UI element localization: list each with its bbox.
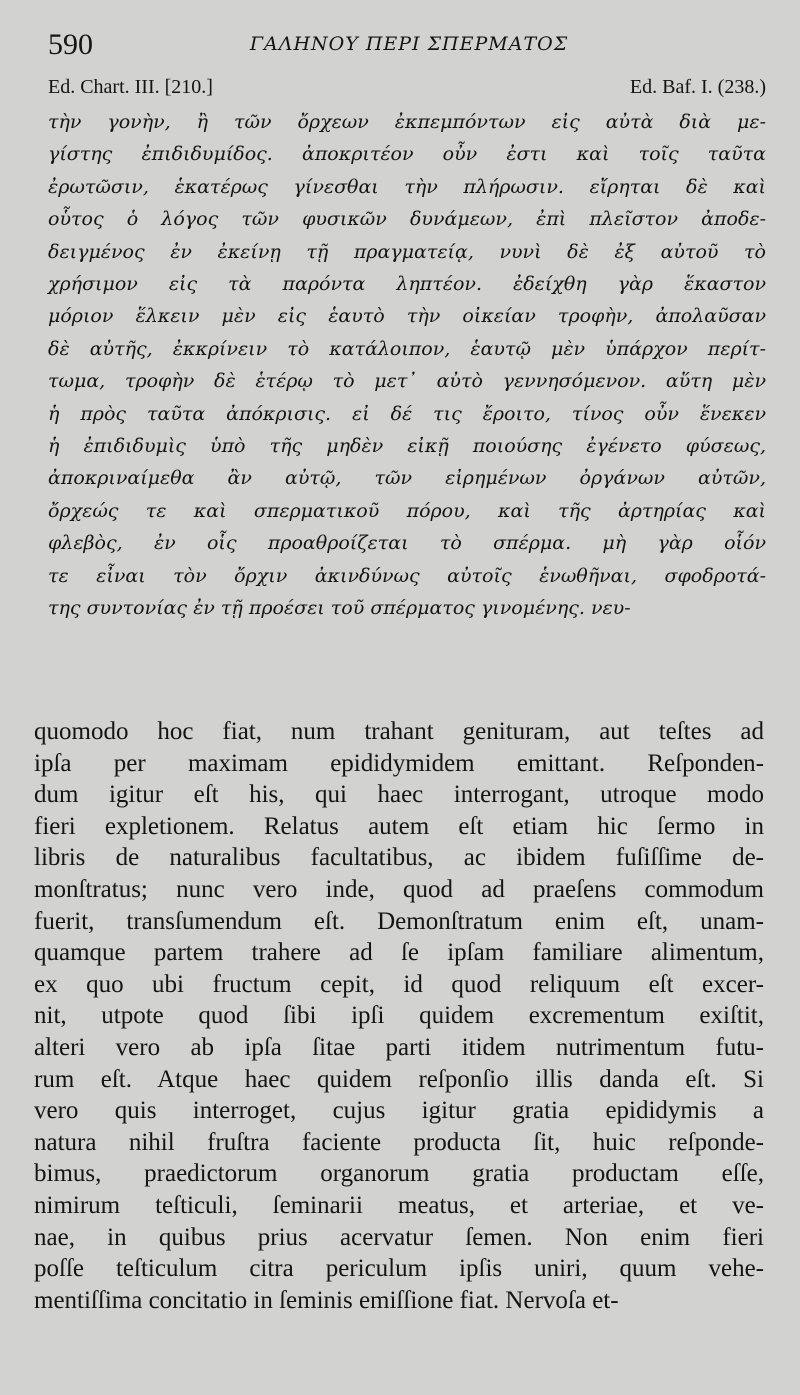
- greek-text-line: ἀποκριναίμεθα ἂν αὐτῷ, τῶν εἰρημένων ὀργάνων αὐτῶν,: [48, 467, 766, 490]
- latin-text-line: quamque partem trahere ad ſe ipſam familiare alimentum,: [34, 939, 764, 967]
- greek-text-line: οὗτος ὁ λόγος τῶν φυσικῶν δυνάμεων, ἐπὶ πλεῖστον ἀποδε-: [48, 208, 766, 231]
- latin-text-line: rum eſt. Atque haec quidem reſponſio illis danda eſt. Si: [34, 1065, 764, 1093]
- latin-text-line: fuerit, transſumendum eſt. Demonſtratum enim eſt, unam-: [34, 907, 764, 935]
- greek-text-line: τωμα, τροφὴν δὲ ἑτέρῳ τὸ μετ᾽ αὐτὸ γεννησόμενον. αὕτη μὲν: [48, 370, 766, 393]
- latin-text-line: quomodo hoc fiat, num trahant genituram, aut teſtes ad: [34, 718, 764, 745]
- greek-text-line: ἡ ἐπιδιδυμὶς ὑπὸ τῆς μηδὲν εἰκῇ ποιούσης ἐγένετο φύσεως,: [48, 435, 766, 458]
- greek-text-line: δὲ αὐτῆς, ἐκκρίνειν τὸ κατάλοιπον, ἑαυτῷ μὲν ὑπάρχον περίτ-: [48, 337, 766, 360]
- latin-text-line: nae, in quibus prius acervatur ſemen. Non enim fieri: [34, 1223, 764, 1251]
- latin-text-line: alteri vero ab ipſa ſitae parti itidem nutrimentum futu-: [34, 1033, 764, 1061]
- greek-text-line: γίστης ἐπιδιδυμίδος. ἀποκριτέον οὖν ἐστι καὶ τοῖς ταῦτα: [48, 143, 766, 166]
- latin-text-line: nit, utpote quod ſibi ipſi quidem excrementum exiſtit,: [34, 1002, 764, 1030]
- page-header: [44, 24, 764, 64]
- latin-text-line: mentiſſima concitatio in ſeminis emiſſione fiat. Nervoſa et-: [34, 1286, 619, 1314]
- latin-text-line: nimirum teſticuli, ſeminarii meatus, et arteriae, et ve-: [34, 1191, 764, 1219]
- greek-text-line: ἐρωτῶσιν, ἑκατέρως γίνεσθαι τὴν πλήρωσιν. εἴρηται δὲ καὶ: [48, 175, 766, 198]
- latin-text-line: libris de naturalibus facultatibus, ac ibidem fuſiſſime de-: [34, 844, 764, 872]
- latin-text-line: fieri expletionem. Relatus autem eſt etiam hic ſermo in: [34, 812, 764, 840]
- running-title: ΓΑΛΗΝΟΥ ΠΕΡΙ ΣΠΕΡΜΑΤΟΣ: [249, 33, 569, 55]
- latin-text-line: bimus, praedictorum organorum gratia productam eſſe,: [34, 1160, 764, 1188]
- latin-text-block: [34, 716, 764, 1316]
- greek-text-line: της συντονίας ἐν τῇ προέσει τοῦ σπέρματος γινομένης. νευ-: [48, 597, 631, 620]
- greek-text-line: φλεβὸς, ἐν οἷς προαθροίζεται τὸ σπέρμα. μὴ γὰρ οἷόν: [48, 532, 766, 555]
- edition-chartier: Ed. Chart. III. [210.]: [48, 76, 213, 98]
- greek-text-line: χρήσιμον εἰς τὰ παρόντα ληπτέον. ἐδείχθη γὰρ ἕκαστον: [48, 273, 766, 296]
- greek-text-line: τε εἶναι τὸν ὄρχιν ἀκινδύνως αὐτοῖς ἑνωθῆναι, σφοδροτά-: [48, 564, 766, 587]
- latin-text-line: vero quis interroget, cujus igitur gratia epididymis a: [34, 1097, 764, 1125]
- latin-text-line: dum igitur eſt his, qui haec interrogant, utroque modo: [34, 781, 764, 809]
- latin-text-line: ipſa per maximam epididymidem emittant. Reſponden-: [34, 749, 764, 777]
- latin-text-line: natura nihil fruſtra faciente producta ſit, huic reſponde-: [34, 1128, 764, 1156]
- greek-text-block: [48, 106, 766, 625]
- page-number: 590: [48, 28, 93, 61]
- latin-text-line: monſtratus; nunc vero inde, quod ad praeſens commodum: [34, 875, 764, 903]
- greek-text-line: δειγμένος ἐν ἐκείνῃ τῇ πραγματείᾳ, νυνὶ δὲ ἐξ αὐτοῦ τὸ: [48, 240, 766, 263]
- greek-text-line: μόριον ἕλκειν μὲν εἰς ἑαυτὸ τὴν οἰκείαν τροφὴν, ἀπολαῦσαν: [48, 305, 766, 328]
- edition-references: [44, 74, 766, 104]
- latin-text-line: poſſe teſticulum citra periculum ipſis uniri, quum vehe-: [34, 1255, 764, 1283]
- greek-text-line: ὄρχεώς τε καὶ σπερματικοῦ πόρου, καὶ τῆς ἀρτηρίας καὶ: [48, 499, 766, 522]
- edition-basel: Ed. Baf. I. (238.): [629, 76, 766, 98]
- greek-text-line: τὴν γονὴν, ἢ τῶν ὄρχεων ἐκπεμπόντων εἰς αὐτὰ διὰ με-: [48, 111, 766, 133]
- greek-text-line: ἡ πρὸς ταῦτα ἀπόκρισις. εἰ δέ τις ἔροιτο, τίνος οὖν ἕνεκεν: [48, 402, 766, 425]
- latin-text-line: ex quo ubi fructum cepit, id quod reliquum eſt excer-: [34, 970, 764, 998]
